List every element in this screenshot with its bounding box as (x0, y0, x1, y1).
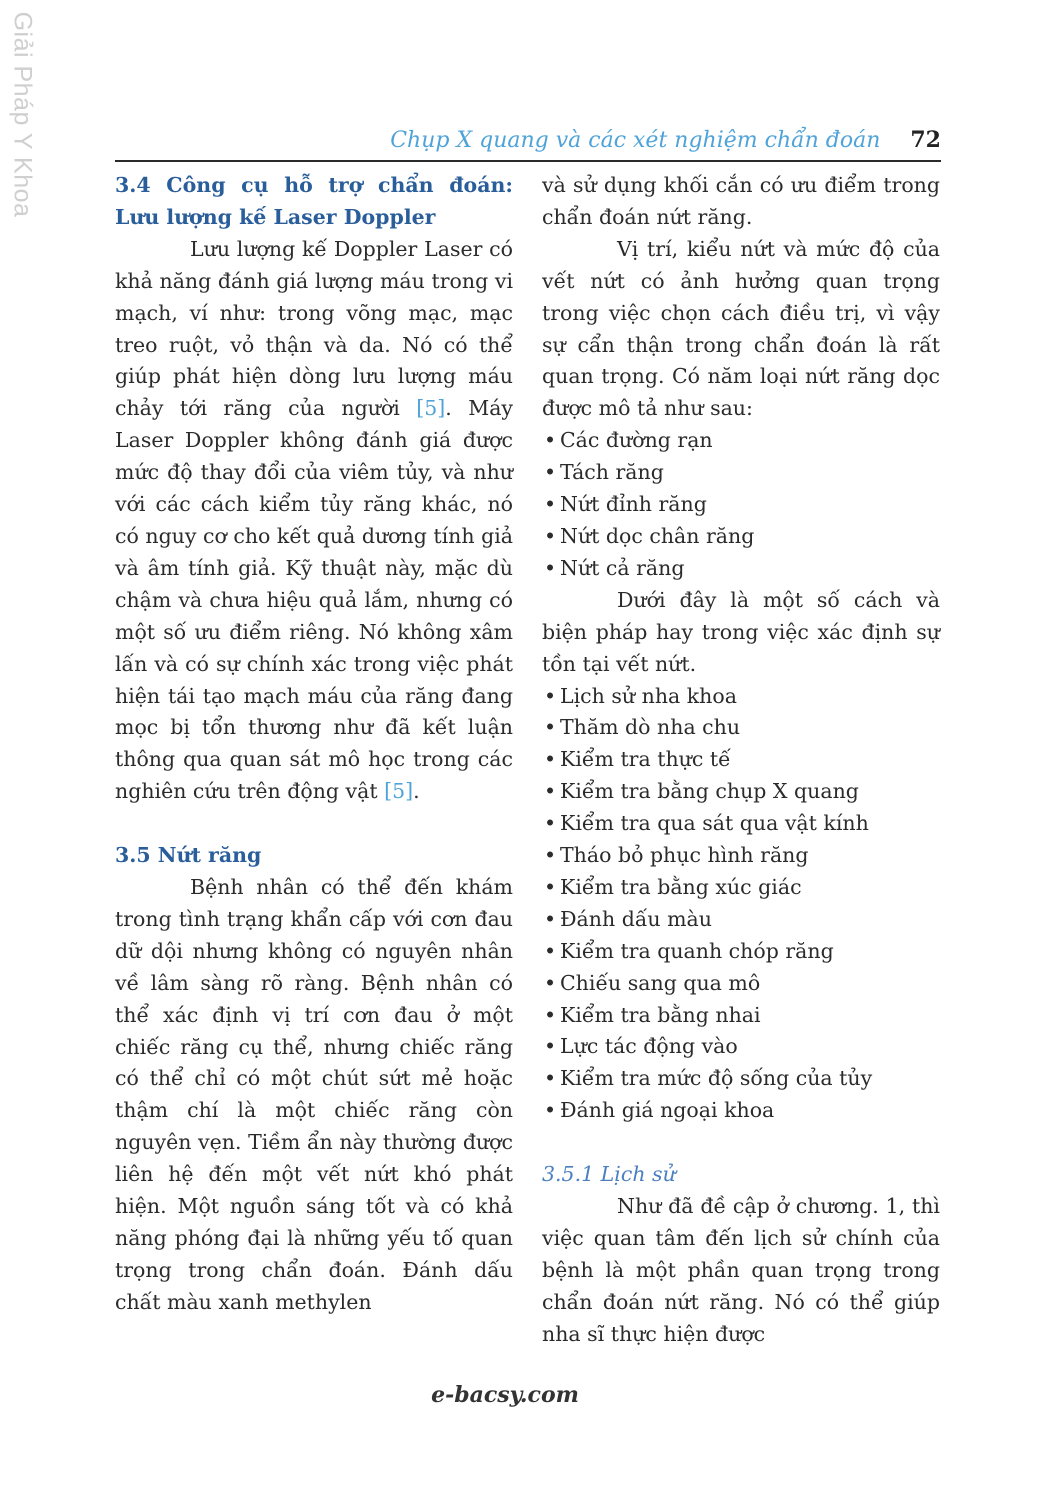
list-item: • Tháo bỏ phục hình răng (542, 840, 940, 872)
citation-link[interactable]: [5] (384, 779, 414, 804)
paragraph-history: Như đã đề cập ở chương. 1, thì việc quan tâm đến lịch sử chính của bệnh là một phần quan trọng trong chẩn đoán nứt răng. Nó có thể giúp nha sĩ thực hiện được (542, 1194, 940, 1346)
list-item: • Thăm dò nha chu (542, 712, 940, 744)
crack-types-list (542, 425, 940, 585)
list-item: • Chiếu sang qua mô (542, 968, 940, 1000)
section-heading-3-5: 3.5 Nứt răng (115, 843, 262, 868)
list-item: • Kiểm tra bằng chụp X quang (542, 776, 940, 808)
list-item: • Kiểm tra qua sát qua vật kính (542, 808, 940, 840)
right-column (542, 170, 940, 1351)
list-item: • Nứt cả răng (542, 553, 940, 585)
list-item: • Kiểm tra thực tế (542, 744, 940, 776)
paragraph-methods-intro: Dưới đây là một số cách và biện pháp hay trong việc xác định sự tồn tại vết nứt. (542, 587, 940, 676)
list-item: • Các đường rạn (542, 425, 940, 457)
paragraph-continued: và sử dụng khối cắn có ưu điểm trong chẩn đoán nứt răng. (542, 173, 940, 229)
page-number: 72 (910, 127, 941, 153)
subsection-heading-3-5-1: 3.5.1 Lịch sử (542, 1162, 676, 1187)
list-item: • Kiểm tra bằng nhai (542, 1000, 940, 1032)
spacer (115, 808, 513, 840)
spacer (542, 1127, 940, 1159)
list-item: • Tách răng (542, 457, 940, 489)
diagnosis-methods-list (542, 681, 940, 1128)
list-item: • Nứt đỉnh răng (542, 489, 940, 521)
paragraph-laser-doppler (115, 234, 513, 808)
paragraph-text: Lưu lượng kế Doppler Laser có khả năng đánh giá lượng máu trong vi mạch, ví như: trong võng mạc, mạc treo ruột, vỏ thận và da. Nó có thể giúp phát hiện dòng lưu lượng máu chảy tới răng của người (115, 236, 513, 421)
footer-site-name: e-bacsy.com (431, 1382, 579, 1408)
list-item: • Kiểm tra quanh chóp răng (542, 936, 940, 968)
list-item: • Nứt dọc chân răng (542, 521, 940, 553)
section-heading-3-4: 3.4 Công cụ hỗ trợ chẩn đoán: Lưu lượng kế Laser Doppler (115, 173, 513, 229)
left-column (115, 170, 513, 1319)
list-item: • Lịch sử nha khoa (542, 681, 940, 713)
list-item: • Đánh giá ngoại khoa (542, 1095, 940, 1127)
chapter-title: Chụp X quang và các xét nghiệm chẩn đoán (390, 127, 881, 153)
paragraph-cracked-tooth: Bệnh nhân có thể đến khám trong tình trạng khẩn cấp với cơn đau dữ dội nhưng không có nguyên nhân về lâm sàng rõ ràng. Bệnh nhân có thể xác định vị trí cơn đau ở một chiếc răng cụ thể, nhưng chiếc răng có thể chỉ có một chút sứt mẻ hoặc thậm chí là một chiếc răng còn nguyên vẹn. Tiềm ẩn này thường được liên hệ đến một vết nứt khó phát hiện. Một nguồn sáng tốt và có khả năng phóng đại là những yếu tố quan trọng trong chẩn đoán. Đánh dấu chất màu xanh methylen (115, 875, 513, 1314)
list-item: • Kiểm tra bằng xúc giác (542, 872, 940, 904)
paragraph-crack-types: Vị trí, kiểu nứt và mức độ của vết nứt có ảnh hưởng quan trọng trong việc chọn cách điều trị, vì vậy sự cẩn thận trong chẩn đoán là rất quan trọng. Có năm loại nứt răng dọc được mô tả như sau: (542, 236, 940, 421)
paragraph-text: . Máy Laser Doppler không đánh giá được mức độ thay đổi của viêm tủy, và như với các cách kiểm tủy răng khác, nó có nguy cơ cho kết quả dương tính giả và âm tính giả. Kỹ thuật này, mặc dù chậm và chưa hiệu quả lắm, nhưng có một số ưu điểm riêng. Nó không xâm lấn và có sự chính xác trong việc phát hiện tái tạo mạch máu của răng đang mọc bị tổn thương như đã kết luận thông qua quan sát mô học trong các nghiên cứu trên động vật (115, 396, 513, 804)
watermark-text: Giải Pháp Y Khoa (8, 11, 37, 217)
side-watermark (2, 11, 42, 217)
citation-link[interactable]: [5] (416, 396, 446, 421)
running-header (115, 120, 941, 162)
list-item: • Đánh dấu màu (542, 904, 940, 936)
paragraph-text: . (413, 779, 420, 804)
list-item: • Lực tác động vào (542, 1031, 940, 1063)
list-item: • Kiểm tra mức độ sống của tủy (542, 1063, 940, 1095)
